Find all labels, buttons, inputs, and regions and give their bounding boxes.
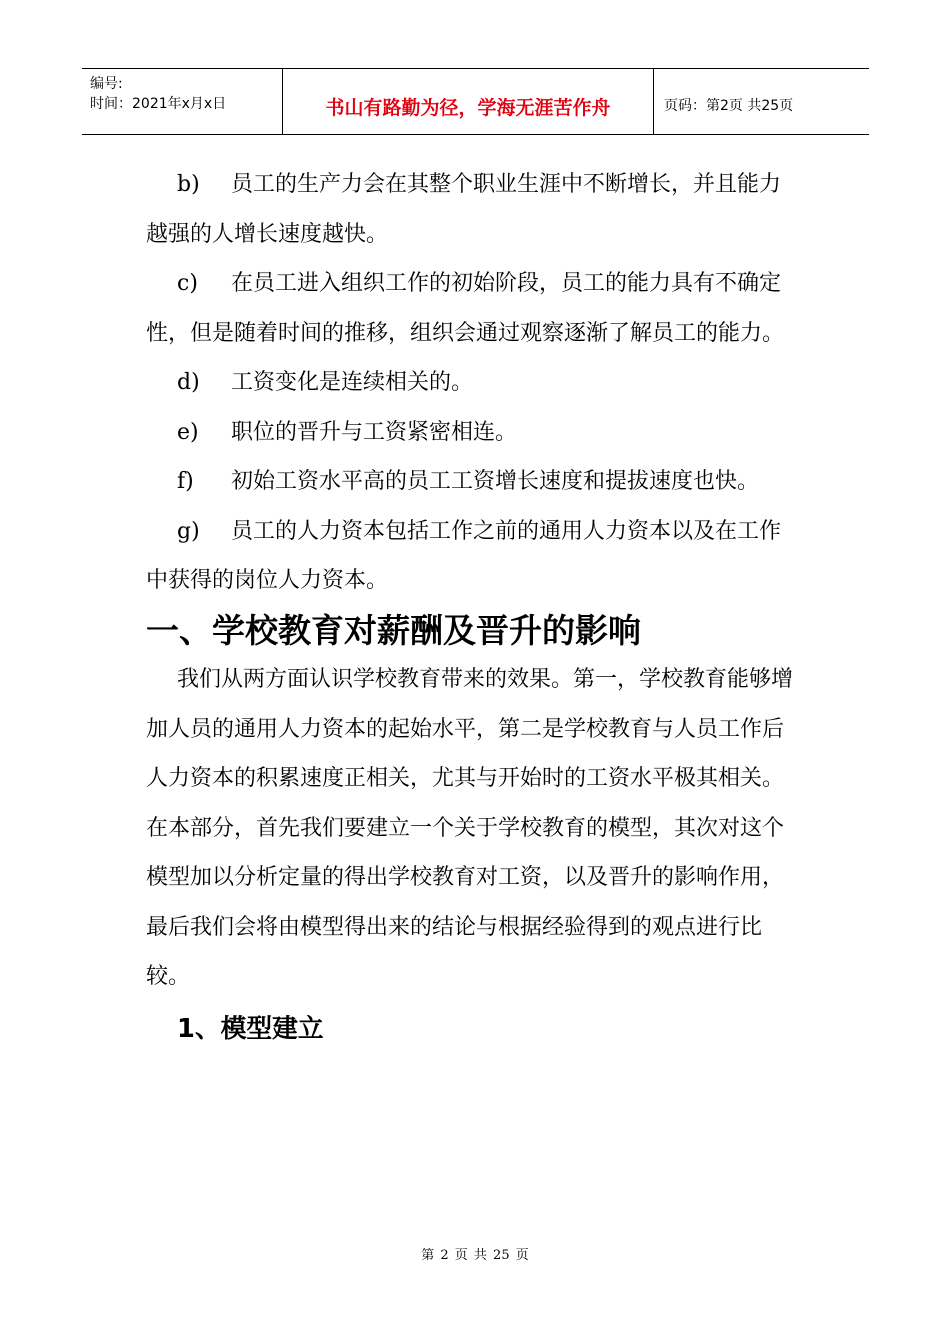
list-item (146, 507, 796, 606)
document-body (146, 160, 796, 1054)
page-footer: 第 2 页 共 25 页 (421, 1248, 529, 1263)
header-info-cell (82, 69, 282, 134)
list-item-text: 工资变化是连续相关的。 (231, 370, 474, 395)
list-item (146, 408, 796, 458)
list-item-text: 职位的晋升与工资紧密相连。 (231, 419, 518, 445)
header-page-cell (654, 69, 869, 134)
list-item-marker: e) (177, 419, 199, 445)
list-item-marker: g) (177, 518, 200, 544)
list-item-text: 员工的人力资本包括工作之前的通用人力资本以及在工作中获得的岗位人力资本。 (146, 518, 782, 593)
list-item-text: 员工的生产力会在其整个职业生涯中不断增长，并且能力越强的人增长速度越快。 (146, 172, 782, 247)
list-item-marker: b) (177, 172, 200, 197)
header-page-code: 页码：第2页 共25页 (664, 98, 794, 114)
header-motto-cell (282, 69, 654, 134)
list-item (146, 457, 796, 507)
list-item (146, 160, 796, 259)
list-item (146, 358, 796, 408)
document-number-label: 编号: (90, 76, 123, 92)
document-date: 时间：2021年x月x日 (90, 96, 227, 112)
list-item-text: 在员工进入组织工作的初始阶段，员工的能力具有不确定性，但是随着时间的推移，组织会通过观察逐渐了解员工的能力。 (146, 271, 785, 346)
section-heading: 一、学校教育对薪酬及晋升的影响 (146, 610, 641, 650)
list-item-marker: f) (177, 469, 194, 494)
section-paragraph: 我们从两方面认识学校教育带来的效果。第一，学校教育能够增加人员的通用人力资本的起始水平，第二是学校教育与人员工作后人力资本的积累速度正相关，尤其与开始时的工资水平极其相关。在本部分，首先我们要建立一个关于学校教育的模型，其次对这个模型加以分析定量的得出学校教育对工资，以及晋升的影响作用，最后我们会将由模型得出来的结论与根据经验得到的观点进行比较。 (146, 667, 794, 989)
subsection-heading: 1、模型建立 (177, 1013, 324, 1044)
list-item (146, 259, 796, 358)
list-item-marker: c) (177, 271, 198, 296)
list-item-marker: d) (177, 370, 200, 395)
list-item-text: 初始工资水平高的员工工资增长速度和提拔速度也快。 (231, 469, 760, 494)
document-header (82, 68, 869, 135)
header-motto: 书山有路勤为径，学海无涯苦作舟 (325, 97, 611, 119)
